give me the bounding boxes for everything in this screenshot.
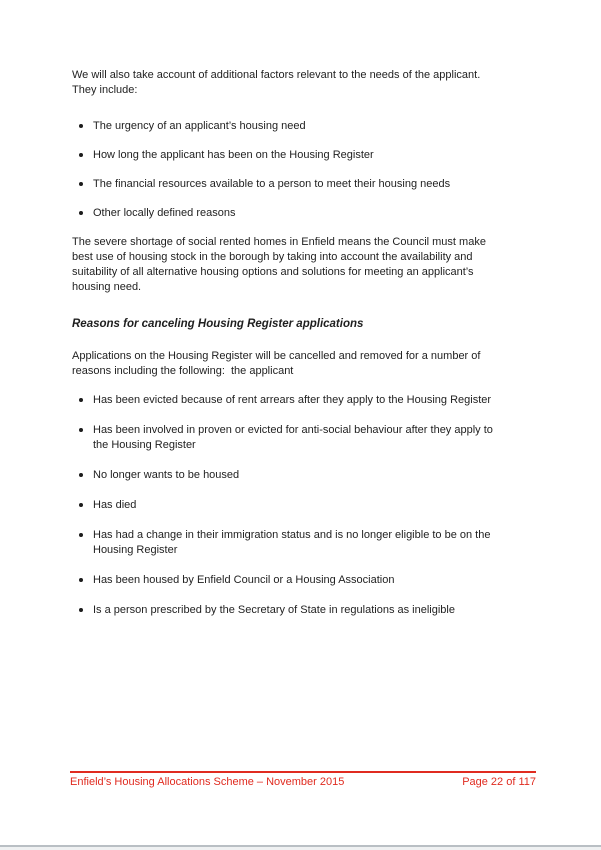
paragraph-line: housing need. (72, 281, 142, 293)
factors-list (72, 119, 542, 221)
list-item (72, 206, 542, 221)
cancel-intro-paragraph (72, 349, 542, 379)
page-content (72, 68, 542, 633)
paragraph-line: Applications on the Housing Register will be cancelled and removed for a number of (72, 350, 481, 362)
list-item (72, 393, 542, 408)
bullet-icon (79, 398, 83, 402)
list-item-text: Has been housed by Enfield Council or a Housing Association (93, 574, 395, 586)
list-item-text: The urgency of an applicant’s housing need (93, 120, 306, 132)
list-item-text: No longer wants to be housed (93, 469, 240, 481)
list-item (72, 498, 542, 513)
shortage-paragraph (72, 235, 542, 295)
list-item-text: The financial resources available to a person to meet their housing needs (93, 178, 451, 190)
bullet-icon (79, 211, 83, 215)
footer-page-number: Page 22 of 117 (462, 776, 536, 788)
bullet-icon (79, 124, 83, 128)
bullet-icon (79, 503, 83, 507)
list-item-text: Is a person prescribed by the Secretary of State in regulations as ineligible (93, 604, 455, 616)
list-item (72, 528, 542, 558)
bullet-icon (79, 428, 83, 432)
bullet-icon (79, 473, 83, 477)
list-item-text: How long the applicant has been on the Housing Register (93, 149, 374, 161)
list-item (72, 148, 542, 163)
list-item (72, 603, 542, 618)
list-item (72, 468, 542, 483)
list-item-text: Has been evicted because of rent arrears after they apply to the Housing Register (93, 394, 492, 406)
intro-paragraph (72, 68, 542, 98)
bullet-icon (79, 533, 83, 537)
list-item (72, 119, 542, 134)
page-footer (70, 771, 536, 790)
list-item-text: Housing Register (93, 544, 178, 556)
paragraph-line: The severe shortage of social rented homes in Enfield means the Council must make (72, 236, 486, 248)
list-item-text: Has been involved in proven or evicted for anti-social behaviour after they apply to (93, 424, 493, 436)
list-item (72, 573, 542, 588)
bullet-icon (79, 153, 83, 157)
list-item-text: Has died (93, 499, 137, 511)
footer-document-title: Enfield’s Housing Allocations Scheme – November 2015 (70, 776, 345, 788)
cancel-list (72, 393, 542, 618)
paragraph-line: best use of housing stock in the borough by taking into account the availability and (72, 251, 473, 263)
bullet-icon (79, 578, 83, 582)
bullet-icon (79, 182, 83, 186)
list-item-text: Has had a change in their immigration status and is no longer eligible to be on the (93, 529, 491, 541)
section-heading: Reasons for canceling Housing Register applications (72, 318, 364, 330)
paragraph-line: suitability of all alternative housing options and solutions for meeting an applicant’s (72, 266, 474, 278)
list-item-text: the Housing Register (93, 439, 196, 451)
list-item (72, 177, 542, 192)
paragraph-line: We will also take account of additional factors relevant to the needs of the applicant. (72, 69, 481, 81)
paragraph-line: reasons including the following: the applicant (72, 365, 294, 377)
list-item (72, 423, 542, 453)
bullet-icon (79, 608, 83, 612)
list-item-text: Other locally defined reasons (93, 207, 236, 219)
paragraph-line: They include: (72, 84, 138, 96)
